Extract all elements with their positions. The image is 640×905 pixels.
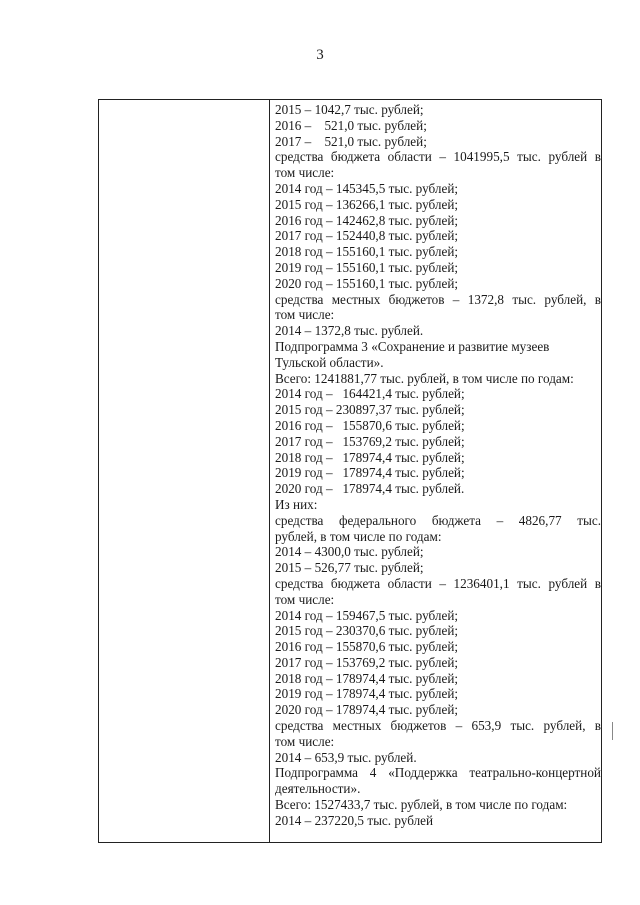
- text-line: средства федерального бюджета – 4826,77 тыс.: [275, 512, 601, 528]
- text-line: 2019 год – 178974,4 тыс. рублей;: [275, 465, 465, 481]
- text-line: 2016 – 521,0 тыс. рублей;: [275, 117, 427, 133]
- text-line: 2019 год – 155160,1 тыс. рублей;: [275, 259, 459, 275]
- text-line: том числе:: [275, 591, 335, 607]
- text-line: 2014 год – 159467,5 тыс. рублей;: [275, 607, 459, 623]
- text-line: том числе:: [275, 307, 335, 323]
- funding-table: [98, 99, 602, 843]
- text-line: 2014 – 4300,0 тыс. рублей;: [275, 544, 424, 560]
- text-line: средства бюджета области – 1236401,1 тыс. рублей в: [275, 575, 601, 591]
- text-line: Всего: 1527433,7 тыс. рублей, в том числе по годам:: [275, 797, 568, 813]
- text-line: 2015 – 526,77 тыс. рублей;: [275, 560, 424, 576]
- text-line: рублей, в том числе по годам:: [275, 528, 442, 544]
- text-line: 2014 – 1372,8 тыс. рублей.: [275, 323, 424, 339]
- text-line: 2015 год – 136266,1 тыс. рублей;: [275, 196, 459, 212]
- text-line: 2017 год – 153769,2 тыс. рублей;: [275, 433, 465, 449]
- text-line: 2016 год – 155870,6 тыс. рублей;: [275, 417, 465, 433]
- table-right-cell: [275, 102, 601, 829]
- text-line: 2017 год – 153769,2 тыс. рублей;: [275, 654, 459, 670]
- text-line: 2015 год – 230897,37 тыс. рублей;: [275, 402, 465, 418]
- text-line: 2015 – 1042,7 тыс. рублей;: [275, 102, 424, 117]
- text-line: том числе:: [275, 165, 335, 181]
- text-line: 2018 год – 155160,1 тыс. рублей;: [275, 244, 459, 260]
- text-line: 2014 год – 145345,5 тыс. рублей;: [275, 180, 459, 196]
- text-line: 2020 год – 155160,1 тыс. рублей;: [275, 275, 459, 291]
- text-line: 2016 год – 155870,6 тыс. рублей;: [275, 639, 459, 655]
- text-line: 2020 год – 178974,4 тыс. рублей.: [275, 481, 465, 497]
- column-divider: [269, 100, 270, 842]
- text-line: 2016 год – 142462,8 тыс. рублей;: [275, 212, 459, 228]
- scan-artifact: [612, 722, 613, 740]
- text-line: Подпрограмма 3 «Сохранение и развитие музеев: [275, 338, 550, 354]
- text-line: Всего: 1241881,77 тыс. рублей, в том числе по годам:: [275, 370, 574, 386]
- text-line: 2018 год – 178974,4 тыс. рублей;: [275, 449, 465, 465]
- text-line: 2014 – 237220,5 тыс. рублей: [275, 812, 434, 828]
- text-line: средства бюджета области – 1041995,5 тыс. рублей в: [275, 149, 601, 165]
- page-number: 3: [316, 47, 324, 63]
- text-line: деятельности».: [275, 781, 361, 797]
- text-line: средства местных бюджетов – 1372,8 тыс. рублей, в: [275, 291, 601, 307]
- text-line: 2017 – 521,0 тыс. рублей;: [275, 133, 427, 149]
- text-line: 2015 год – 230370,6 тыс. рублей;: [275, 623, 459, 639]
- text-line: 2018 год – 178974,4 тыс. рублей;: [275, 670, 459, 686]
- text-line: Из них:: [275, 496, 318, 512]
- text-line: 2014 год – 164421,4 тыс. рублей;: [275, 386, 465, 402]
- text-line: том числе:: [275, 733, 335, 749]
- text-line: 2020 год – 178974,4 тыс. рублей;: [275, 702, 459, 718]
- text-line: 2017 год – 152440,8 тыс. рублей;: [275, 228, 459, 244]
- text-line: 2014 – 653,9 тыс. рублей.: [275, 749, 417, 765]
- text-line: 2019 год – 178974,4 тыс. рублей;: [275, 686, 459, 702]
- text-line: Подпрограмма 4 «Поддержка театрально-концертной: [275, 765, 601, 781]
- text-line: Тульской области».: [275, 354, 384, 370]
- text-line: средства местных бюджетов – 653,9 тыс. рублей, в: [275, 718, 601, 734]
